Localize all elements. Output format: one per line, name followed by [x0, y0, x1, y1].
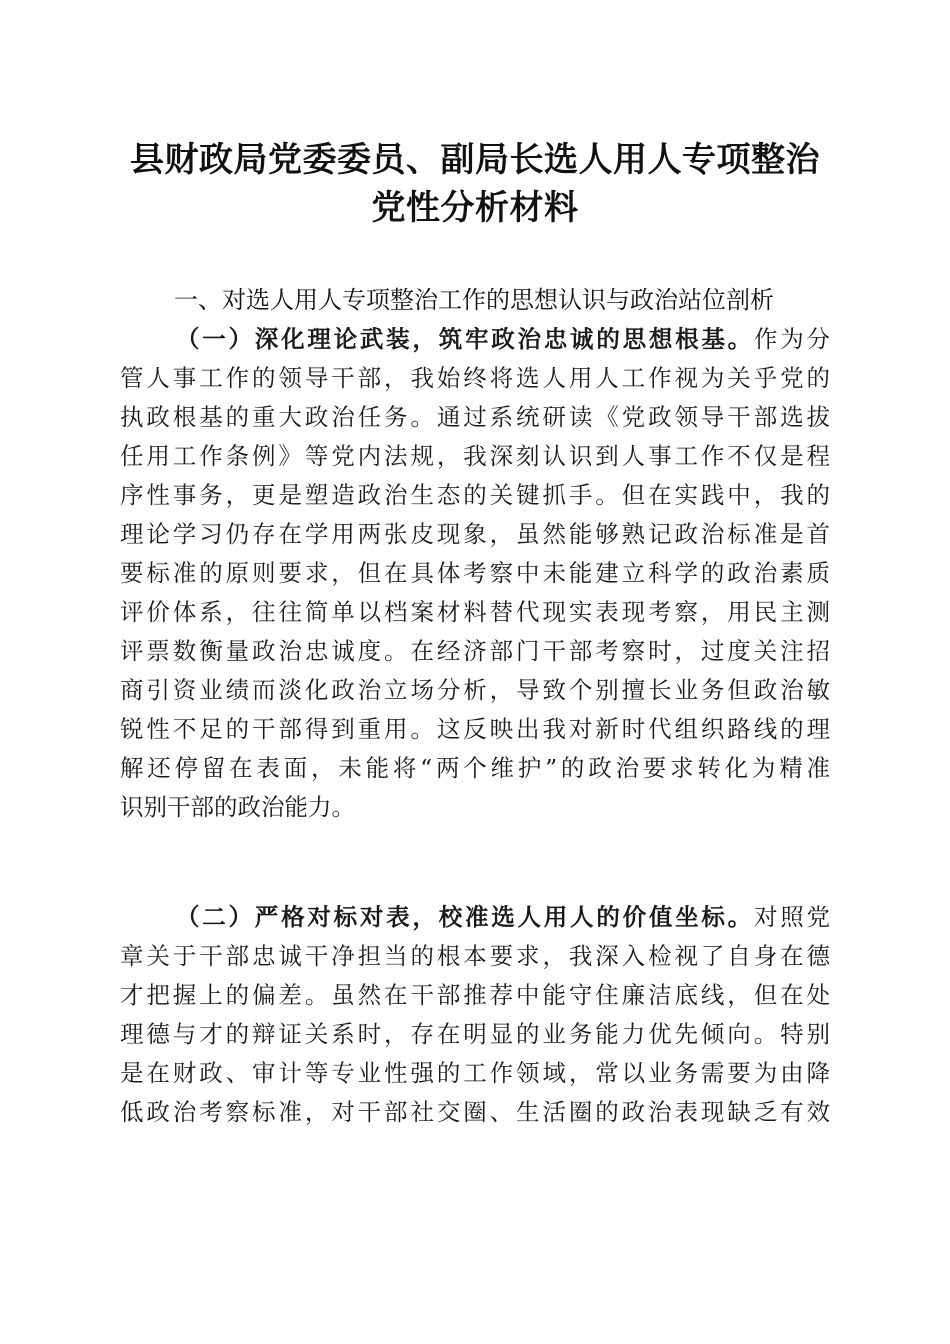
paragraph-line: 任用工作条例》等党内法规，我深刻认识到人事工作不仅是程: [120, 442, 830, 470]
paragraph-line: 才把握上的偏差。虽然在干部推荐中能守住廉洁底线，但在处: [120, 981, 830, 1009]
paragraph-line: 序性事务，更是塑造政治生态的关键抓手。但在实践中，我的: [120, 481, 830, 509]
paragraph-line: 执政根基的重大政治任务。通过系统研读《党政领导干部选拔: [120, 403, 830, 431]
title-line-1: 县财政局党委委员、副局长选人用人专项整治: [130, 140, 820, 180]
paragraph-lead: （一）深化理论武装，筑牢政治忠诚的思想根基。: [176, 325, 754, 353]
paragraph-lead: （二）严格对标对表，校准选人用人的价值坐标。: [176, 903, 754, 931]
paragraph-line: 理德与才的辩证关系时，存在明显的业务能力优先倾向。特别: [120, 1020, 830, 1048]
paragraph-2: [120, 898, 830, 1132]
paragraph-line: 要标准的原则要求，但在具体考察中未能建立科学的政治素质: [120, 559, 830, 587]
paragraph-1: [120, 320, 830, 827]
paragraph-line: 章关于干部忠诚干净担当的根本要求，我深入检视了自身在德: [120, 942, 830, 970]
title-line-2: 党性分析材料: [371, 188, 579, 228]
paragraph-text: 对照党: [753, 903, 830, 931]
paragraph-line: 锐性不足的干部得到重用。这反映出我对新时代组织路线的理: [120, 715, 830, 743]
paragraph-line: 解还停留在表面，未能将“两个维护”的政治要求转化为精准: [120, 754, 830, 782]
paragraph-line: 商引资业绩而淡化政治立场分析，导致个别擅长业务但政治敏: [120, 676, 830, 704]
paragraph-line: 低政治考察标准，对干部社交圈、生活圈的政治表现缺乏有效: [120, 1098, 830, 1126]
section-heading-1: 一、对选人用人专项整治工作的思想认识与政治站位剖析: [174, 286, 774, 314]
paragraph-line: [120, 898, 830, 937]
paragraph-line: 评价体系，往往简单以档案材料替代现实表现考察，用民主测: [120, 598, 830, 626]
paragraph-line: 理论学习仍存在学用两张皮现象，虽然能够熟记政治标准是首: [120, 520, 830, 548]
paragraph-line: 识别干部的政治能力。: [120, 793, 355, 821]
paragraph-text: 作为分: [753, 325, 830, 353]
paragraph-line: 评票数衡量政治忠诚度。在经济部门干部考察时，过度关注招: [120, 637, 830, 665]
paragraph-line: 是在财政、审计等专业性强的工作领域，常以业务需要为由降: [120, 1059, 830, 1087]
paragraph-line: [120, 320, 830, 359]
document-title: [0, 136, 950, 232]
paragraph-line: 管人事工作的领导干部，我始终将选人用人工作视为关乎党的: [120, 364, 830, 392]
